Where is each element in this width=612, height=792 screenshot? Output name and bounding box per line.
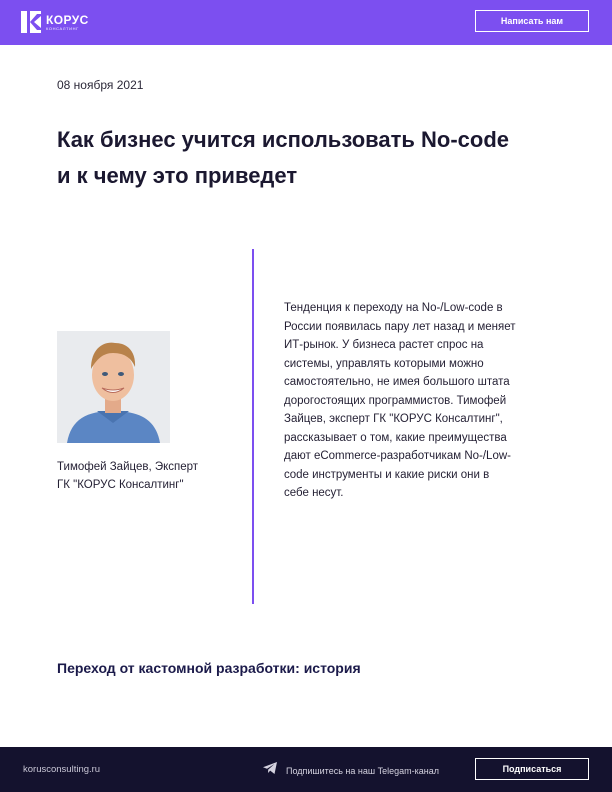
write-to-us-button[interactable]: Написать нам [475, 10, 589, 32]
telegram-link[interactable] [262, 761, 439, 780]
site-footer [0, 747, 612, 792]
publish-date: 08 ноября 2021 [57, 78, 144, 92]
korus-logo-icon [21, 11, 41, 33]
accent-divider [252, 249, 254, 604]
section-heading: Переход от кастомной разработки: история [57, 660, 361, 676]
site-header [0, 0, 612, 45]
author-caption: Тимофей Зайцев, Эксперт ГК "КОРУС Консалтинг" [57, 461, 199, 491]
article-title: Как бизнес учится использовать No-code и к чему это приведет [57, 127, 510, 188]
site-link[interactable]: korusconsulting.ru [23, 764, 101, 775]
telegram-text: Подпишитесь на наш Telegam-канал [286, 765, 439, 776]
telegram-icon [262, 761, 278, 780]
logo-subtitle: КОНСАЛТИНГ [46, 25, 79, 31]
korus-logo[interactable] [21, 11, 89, 33]
author-photo [57, 331, 170, 443]
logo-name: КОРУС [46, 12, 89, 27]
subscribe-button[interactable]: Подписаться [475, 758, 589, 780]
lead-paragraph: Тенденция к переходу на No-/Low-code в России появилась пару лет назад и меняет ИТ-рынок. У бизнеса растет спрос на системы, управлять которыми можно самостоятельно, не имея большого штата дорогостоящих программистов. Тимофей Зайцев, эксперт ГК "КОРУС Консалтинг", рассказывает о том, какие преимущества дают eCommerce-разработчикам No-/Low-code инструменты и какие риски они в себе несут. [284, 302, 516, 499]
